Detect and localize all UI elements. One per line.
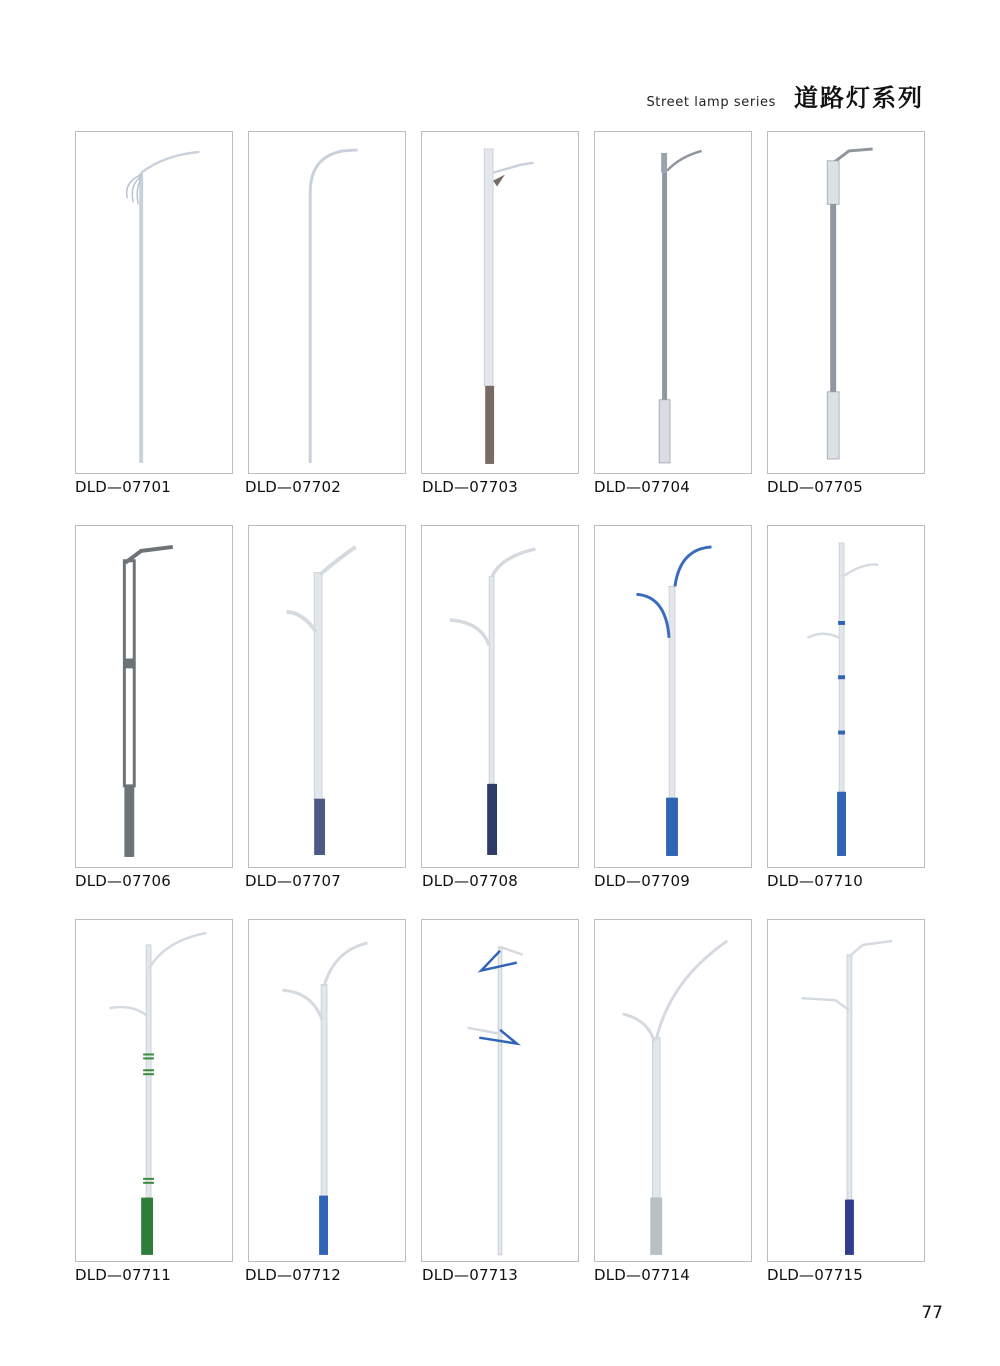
page-number: 77 [921, 1303, 943, 1323]
product-card-3 [421, 131, 579, 474]
product-card-10 [767, 525, 925, 868]
product-code: DLD—07710 [767, 872, 863, 890]
page-header [646, 78, 924, 113]
street-lamp-zigzag-arms-icon [422, 920, 578, 1261]
series-title-cn: 道路灯系列 [794, 83, 924, 112]
product-card-8 [421, 525, 579, 868]
product-code: DLD—07714 [594, 1266, 690, 1284]
product-card-6 [75, 525, 233, 868]
product-code: DLD—07703 [422, 478, 518, 496]
street-lamp-scroll-arms-blue-rings-icon [768, 526, 924, 867]
product-code: DLD—07708 [422, 872, 518, 890]
product-code: DLD—07705 [767, 478, 863, 496]
street-lamp-grey-decorative-base-icon [595, 132, 751, 473]
product-code: DLD—07701 [75, 478, 171, 496]
product-code: DLD—07706 [75, 872, 171, 890]
product-card-1 [75, 131, 233, 474]
product-code: DLD—07709 [594, 872, 690, 890]
series-title-en: Street lamp series [646, 95, 776, 110]
street-lamp-bracket-brown-base-icon [422, 132, 578, 473]
product-card-13 [421, 919, 579, 1262]
product-card-7 [248, 525, 406, 868]
product-card-15 [767, 919, 925, 1262]
street-lamp-green-rings-base-icon [76, 920, 232, 1261]
product-card-4 [594, 131, 752, 474]
street-lamp-grey-patterned-icon [768, 132, 924, 473]
product-card-12 [248, 919, 406, 1262]
street-lamp-tall-double-arc-icon [595, 920, 751, 1261]
street-lamp-double-arm-dotted-base-icon [422, 526, 578, 867]
product-card-9 [594, 525, 752, 868]
product-code: DLD—07713 [422, 1266, 518, 1284]
product-card-2 [248, 131, 406, 474]
product-code: DLD—07715 [767, 1266, 863, 1284]
product-card-5 [767, 131, 925, 474]
product-code: DLD—07704 [594, 478, 690, 496]
product-code: DLD—07702 [245, 478, 341, 496]
street-lamp-blue-double-arc-icon [595, 526, 751, 867]
street-lamp-double-arm-navy-base-icon [249, 526, 405, 867]
street-lamp-flat-arms-blue-base-icon [768, 920, 924, 1261]
street-lamp-double-arc-blue-base-icon [249, 920, 405, 1261]
product-card-11 [75, 919, 233, 1262]
street-lamp-dark-grey-frame-icon [76, 526, 232, 867]
street-lamp-hook-arm-icon [249, 132, 405, 473]
product-code: DLD—07711 [75, 1266, 171, 1284]
product-code: DLD—07707 [245, 872, 341, 890]
product-card-14 [594, 919, 752, 1262]
product-code: DLD—07712 [245, 1266, 341, 1284]
street-lamp-double-arc-icon [76, 132, 232, 473]
